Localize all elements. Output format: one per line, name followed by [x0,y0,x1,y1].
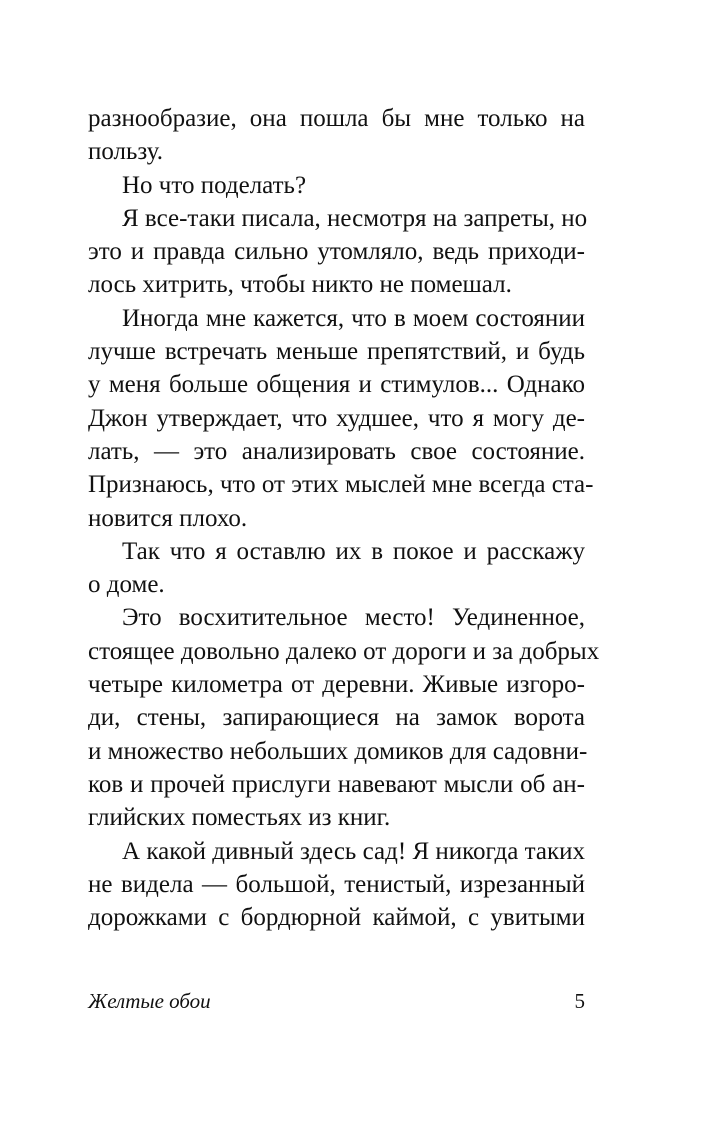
text-line: лучше встречать меньше препятствий, и будь [88,338,585,366]
text-line: новится плохо. [88,504,248,532]
text-line: Я все-таки писала, несмотря на запреты, но [122,204,588,232]
text-line: стоящее довольно далеко от дороги и за добрых [88,637,600,665]
text-line: Но что поделать? [122,171,307,199]
text-line: четыре километра от деревни. Живые изгоро- [88,671,585,699]
text-line: Иногда мне кажется, что в моем состоянии [122,304,585,332]
text-line: пользу. [88,138,164,166]
text-line: ди, стены, запирающиеся на замок ворота [88,704,585,732]
text-line: лось хитрить, чтобы никто не помешал. [88,271,512,299]
text-line: Так что я оставлю их в покое и расскажу [122,537,585,565]
text-line: не видела — большой, тенистый, изрезанный [88,870,585,898]
text-line: у меня больше общения и стимулов... Однако [88,371,585,399]
text-line: ков и прочей прислуги навевают мысли об ан- [88,770,585,798]
running-title: Желтые обои [88,989,211,1013]
text-line: глийских поместьях из книг. [88,804,391,832]
body-text [88,102,600,934]
page-number: 5 [574,989,585,1013]
page-footer [88,986,585,1016]
text-line: и множество небольших домиков для садовни- [88,737,588,765]
text-line: дорожками с бордюрной каймой, с увитыми [88,904,585,932]
text-line: Джон утверждает, что худшее, что я могу де- [88,404,585,432]
text-line: это и правда сильно утомляло, ведь приходи- [88,238,585,266]
text-line: разнообразие, она пошла бы мне только на [88,105,585,132]
text-line: Признаюсь, что от этих мыслей мне всегда ста- [88,471,594,499]
text-line: Это восхитительное место! Уединенное, [122,604,585,632]
text-line: лать, — это анализировать свое состояние. [88,437,585,465]
text-line: А какой дивный здесь сад! Я никогда таких [122,837,585,865]
text-line: о доме. [88,571,165,599]
